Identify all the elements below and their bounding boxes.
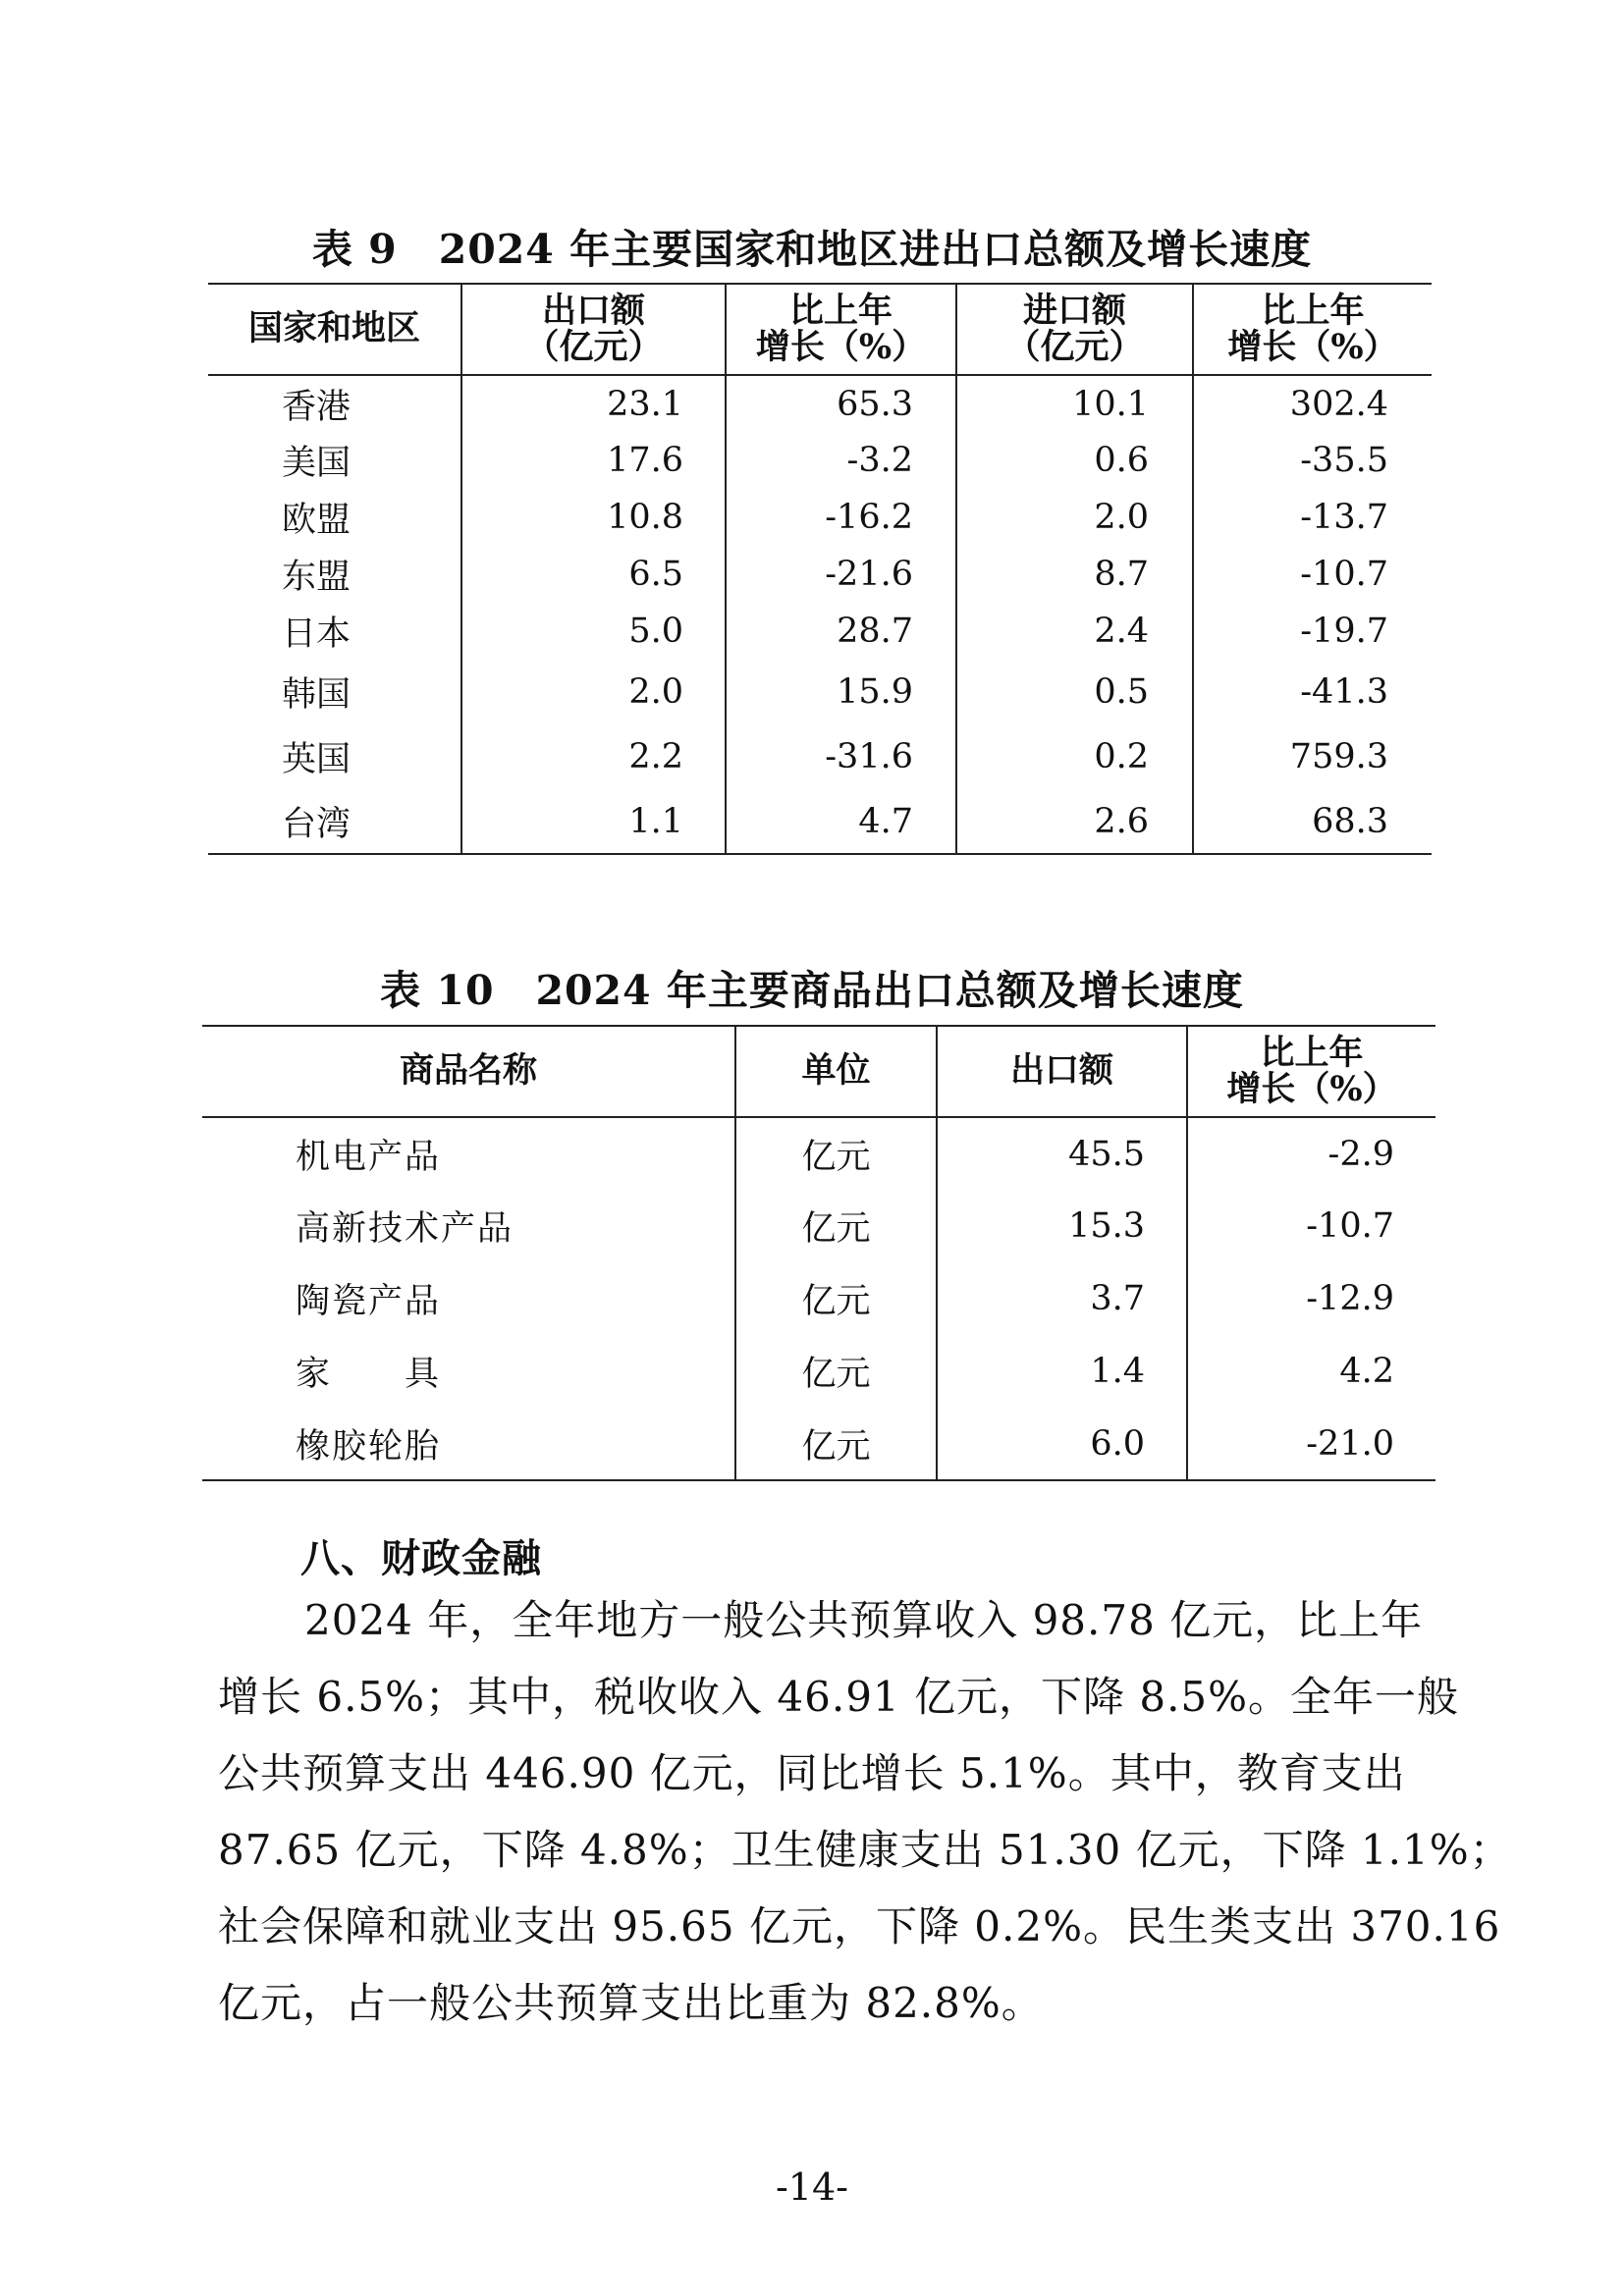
table10-header: 出口额	[937, 1026, 1187, 1117]
table9-row	[208, 789, 1432, 854]
table9-cell: 2.4	[956, 603, 1193, 660]
table9-row	[208, 660, 1432, 724]
paragraph-line: 2024 年，全年地方一般公共预算收入 98.78 亿元，比上年	[304, 1596, 1424, 1644]
paragraph-line: 公共预算支出 446.90 亿元，同比增长 5.1%。其中，教育支出	[218, 1749, 1406, 1797]
table9-cell: 6.5	[461, 546, 726, 603]
table10-row	[202, 1117, 1435, 1190]
table9-header: 国家和地区	[208, 284, 461, 375]
table9-cell: 23.1	[461, 375, 726, 432]
table10-row	[202, 1408, 1435, 1480]
table10-cell: 15.3	[937, 1190, 1187, 1262]
table9-cell: 2.2	[461, 724, 726, 789]
paragraph	[218, 1582, 1512, 2042]
table9-cell: -10.7	[1193, 546, 1432, 603]
table10-row	[202, 1262, 1435, 1335]
page-number: -14-	[775, 2165, 849, 2209]
table10-cell: 1.4	[937, 1335, 1187, 1408]
table10-row	[202, 1190, 1435, 1262]
product-name: 橡胶轮胎	[202, 1408, 735, 1480]
table9-cell: 302.4	[1193, 375, 1432, 432]
table9-header: 比上年 增长（%）	[726, 284, 956, 375]
table9-cell: 10.8	[461, 489, 726, 546]
table10-cell: 亿元	[735, 1190, 937, 1262]
table9-cell: 68.3	[1193, 789, 1432, 854]
table9-header: 比上年 增长（%）	[1193, 284, 1432, 375]
table9-cell: -35.5	[1193, 432, 1432, 489]
table9-cell: 17.6	[461, 432, 726, 489]
table10-cell: 4.2	[1187, 1335, 1435, 1408]
region-name: 英国	[282, 740, 352, 779]
table9-cell: 15.9	[726, 660, 956, 724]
table9-row	[208, 432, 1432, 489]
table9-cell: 4.7	[726, 789, 956, 854]
region-name: 东盟	[282, 558, 352, 597]
product-name: 机电产品	[296, 1137, 442, 1177]
table9-cell: -21.6	[726, 546, 956, 603]
table9-caption: 表 9 2024 年主要国家和地区进出口总额及增长速度	[311, 226, 1313, 273]
table9-cell: -31.6	[726, 724, 956, 789]
table9-cell: -3.2	[726, 432, 956, 489]
table10-header: 商品名称	[202, 1026, 735, 1117]
table10-header-row	[202, 1026, 1435, 1117]
table10-cell: -2.9	[1187, 1117, 1435, 1190]
region-name: 香港	[282, 387, 352, 427]
table9-cell: 0.2	[956, 724, 1193, 789]
table10-header: 比上年 增长（%）	[1187, 1026, 1435, 1117]
table9-row	[208, 489, 1432, 546]
table10-cell: 3.7	[937, 1262, 1187, 1335]
table9-header: 进口额 （亿元）	[956, 284, 1193, 375]
table9-header: 出口额 （亿元）	[461, 284, 726, 375]
region-name: 日本	[282, 614, 352, 654]
product-name: 高新技术产品	[296, 1209, 514, 1249]
table10-cell: -10.7	[1187, 1190, 1435, 1262]
table9-cell: 2.0	[956, 489, 1193, 546]
table9-header-row	[208, 284, 1432, 375]
table10	[202, 1025, 1435, 1481]
paragraph-line: 增长 6.5%；其中，税收收入 46.91 亿元，下降 8.5%。全年一般	[218, 1673, 1460, 1721]
table10-cell: 亿元	[735, 1408, 937, 1480]
table9-cell: 0.6	[956, 432, 1193, 489]
table9-cell: 0.5	[956, 660, 1193, 724]
region-name: 台湾	[208, 789, 461, 854]
table9-cell: 1.1	[461, 789, 726, 854]
region-name: 欧盟	[282, 501, 352, 540]
table9-cell: 2.6	[956, 789, 1193, 854]
table10-header: 单位	[735, 1026, 937, 1117]
table9-cell: -13.7	[1193, 489, 1432, 546]
paragraph-line: 社会保障和就业支出 95.65 亿元，下降 0.2%。民生类支出 370.16	[218, 1902, 1501, 1950]
table9-cell: -16.2	[726, 489, 956, 546]
table9-cell: -41.3	[1193, 660, 1432, 724]
table9	[208, 283, 1432, 855]
paragraph-line: 亿元，占一般公共预算支出比重为 82.8%。	[218, 1979, 1044, 2027]
table10-caption: 表 10 2024 年主要商品出口总额及增长速度	[380, 967, 1244, 1014]
region-name: 韩国	[282, 675, 352, 715]
table10-cell: 6.0	[937, 1408, 1187, 1480]
region-name: 美国	[282, 444, 352, 483]
table9-row	[208, 603, 1432, 660]
table10-cell: 亿元	[735, 1117, 937, 1190]
table9-cell: 10.1	[956, 375, 1193, 432]
table9-row	[208, 724, 1432, 789]
table10-cell: -21.0	[1187, 1408, 1435, 1480]
table9-cell: 5.0	[461, 603, 726, 660]
table9-cell: -19.7	[1193, 603, 1432, 660]
table10-cell: -12.9	[1187, 1262, 1435, 1335]
table10-cell: 45.5	[937, 1117, 1187, 1190]
section-title: 八、财政金融	[300, 1535, 542, 1581]
paragraph-line: 87.65 亿元，下降 4.8%；卫生健康支出 51.30 亿元，下降 1.1%；	[218, 1826, 1512, 1874]
table10-cell: 亿元	[735, 1335, 937, 1408]
table9-cell: 2.0	[461, 660, 726, 724]
product-name: 陶瓷产品	[296, 1282, 442, 1321]
product-name: 家 具	[296, 1355, 442, 1394]
table9-cell: 8.7	[956, 546, 1193, 603]
table9-cell: 759.3	[1193, 724, 1432, 789]
table9-row	[208, 375, 1432, 432]
table10-row	[202, 1335, 1435, 1408]
table10-cell: 亿元	[735, 1262, 937, 1335]
table9-row	[208, 546, 1432, 603]
table9-cell: 65.3	[726, 375, 956, 432]
table9-cell: 28.7	[726, 603, 956, 660]
